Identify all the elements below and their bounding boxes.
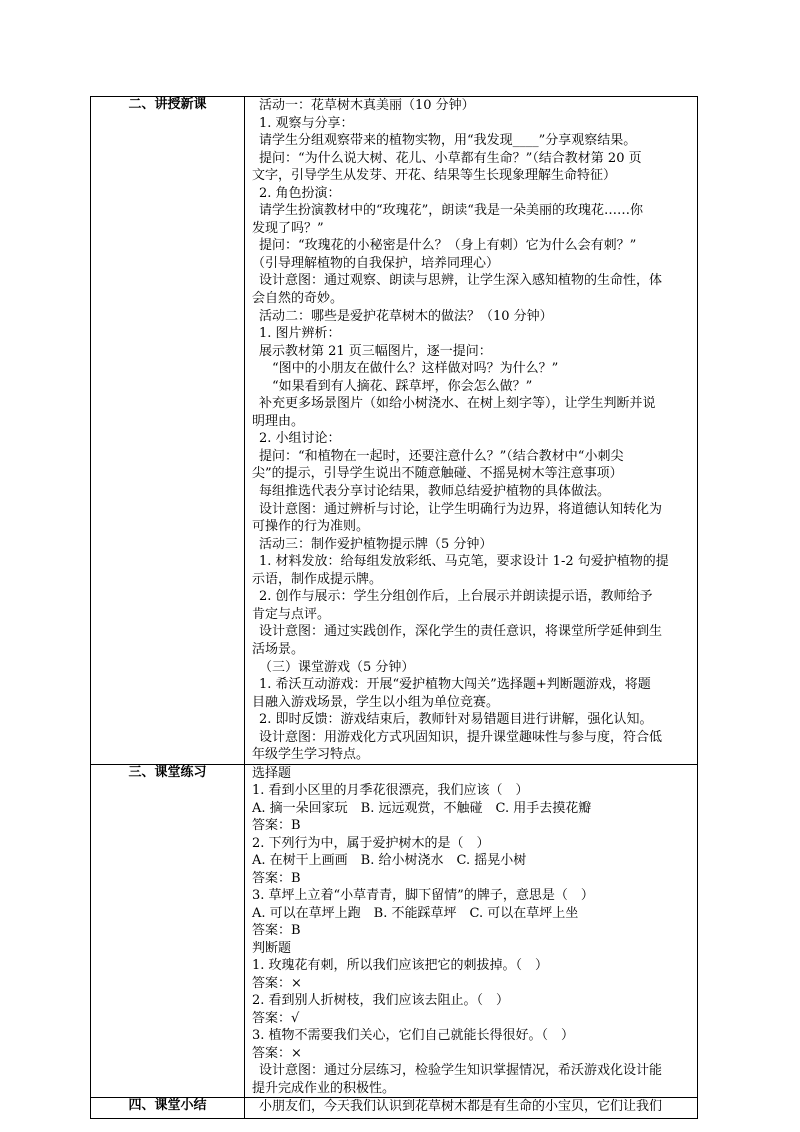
content-line: 提问：“为什么说大树、花儿、小草都有生命？”（结合教材第 20 页 [259, 150, 642, 166]
content-line: 1. 希沃互动游戏：开展“爱护植物大闯关”选择题+判断题游戏，将题 [259, 677, 651, 693]
content-line: 请学生扮演教材中的“玫瑰花”，朗读“我是一朵美丽的玫瑰花……你 [259, 203, 643, 219]
content-line: 展示教材第 21 页三幅图片，逐一提问： [259, 343, 492, 359]
content-line: 肯定与点评。 [252, 606, 331, 622]
content-line: A. 在树干上画画 B. 给小树浇水 C. 摇晃小树 [252, 853, 527, 869]
section-row-teaching [91, 97, 698, 765]
content-line: 1. 图片辨析： [259, 326, 341, 342]
content-line: 设计意图：用游戏化方式巩固知识，提升课堂趣味性与参与度，符合低 [259, 729, 663, 745]
section-content-practice [245, 764, 698, 1098]
content-line: 1. 看到小区里的月季花很漂亮，我们应该（ ） [252, 783, 529, 799]
content-line: 补充更多场景图片（如给小树浇水、在树上刻字等），让学生判断并说 [259, 396, 656, 412]
content-line: 小朋友们，今天我们认识到花草树木都是有生命的小宝贝，它们让我们 [259, 1099, 663, 1115]
content-line: 答案：B [252, 870, 301, 886]
content-line: 答案：× [252, 1045, 302, 1061]
content-line: 设计意图：通过实践创作，深化学生的责任意识，将课堂所学延伸到生 [259, 624, 663, 640]
content-line: 发现了吗？” [252, 220, 324, 236]
content-line: 每组推选代表分享讨论结果，教师总结爱护植物的具体做法。 [259, 484, 611, 500]
content-line: （引导理解植物的自我保护，培养同理心） [252, 255, 500, 271]
content-line: 目融入游戏场景，学生以小组为单位竞赛。 [252, 694, 500, 710]
content-line: 3. 植物不需要我们关心，它们自己就能长得很好。（ ） [252, 1028, 575, 1044]
content-line: 2. 创作与展示：学生分组创作后，上台展示并朗读提示语，教师给予 [259, 589, 653, 605]
lesson-plan-table [90, 96, 698, 1119]
content-line: 活动三：制作爱护植物提示牌（5 分钟） [259, 536, 493, 552]
content-line: 提问：“和植物在一起时，还要注意什么？”（结合教材中“小刺尖 [259, 448, 624, 464]
section-row-summary [91, 1098, 698, 1119]
content-line: 1. 材料发放：给每组发放彩纸、马克笔，要求设计 1-2 句爱护植物的提 [259, 554, 669, 570]
content-line: 3. 草坪上立着“小草青青，脚下留情”的牌子，意思是（ ） [252, 888, 594, 904]
content-line: 1. 玫瑰花有刺，所以我们应该把它的刺拔掉。（ ） [252, 958, 549, 974]
content-line: 会自然的奇妙。 [252, 291, 344, 307]
content-line: 活动二：哪些是爱护花草树木的做法？（10 分钟） [259, 308, 553, 324]
content-line: 2. 即时反馈：游戏结束后，教师针对易错题目进行讲解，强化认知。 [259, 712, 653, 728]
content-line: “如果看到有人摘花、踩草坪，你会怎么做？” [272, 378, 533, 394]
content-line: 明理由。 [252, 413, 305, 429]
content-line: 示语，制作成提示牌。 [252, 571, 383, 587]
content-line: 尖”的提示，引导学生说出不随意触碰、不摇晃树木等注意事项） [252, 466, 623, 482]
content-line: （三）课堂游戏（5 分钟） [259, 659, 415, 675]
content-line: 活动一：花草树木真美丽（10 分钟） [259, 98, 475, 113]
content-line: 活场景。 [252, 641, 305, 657]
content-line: 答案：B [252, 923, 301, 939]
content-line: 答案：B [252, 818, 301, 834]
content-line: 可操作的行为准则。 [252, 519, 370, 535]
content-line: 2. 下列行为中，属于爱护树木的是（ ） [252, 835, 490, 851]
content-line: 提问：“玫瑰花的小秘密是什么？（身上有刺）它为什么会有刺？” [259, 238, 637, 254]
content-line: 答案：√ [252, 1010, 300, 1026]
content-line: 提升完成作业的积极性。 [252, 1080, 396, 1096]
content-line: 文字，引导学生从发芽、开花、结果等生长现象理解生命特征） [252, 168, 617, 184]
content-line: 选择题 [252, 765, 292, 781]
content-line: 请学生分组观察带来的植物实物，用“我发现____”分享观察结果。 [259, 133, 637, 149]
section-label-practice: 三、课堂练习 [91, 764, 245, 1098]
content-line: 判断题 [252, 940, 292, 956]
content-line: A. 摘一朵回家玩 B. 远远观赏，不触碰 C. 用手去摸花瓣 [252, 800, 592, 816]
section-label-summary: 四、课堂小结 [91, 1098, 245, 1119]
content-line: 1. 观察与分享： [259, 115, 354, 131]
content-line: 设计意图：通过辨析与讨论，让学生明确行为边界，将道德认知转化为 [259, 501, 663, 517]
content-line: 年级学生学习特点。 [252, 747, 370, 763]
content-line: 答案：× [252, 975, 302, 991]
content-line: A. 可以在草坪上跑 B. 不能踩草坪 C. 可以在草坪上坐 [252, 905, 579, 921]
content-line: 设计意图：通过观察、朗读与思辨，让学生深入感知植物的生命性，体 [259, 273, 663, 289]
content-line: 2. 角色扮演： [259, 185, 341, 201]
content-line: “图中的小朋友在做什么？这样做对吗？为什么？” [272, 361, 559, 377]
section-content-summary [245, 1098, 698, 1119]
content-line: 2. 小组讨论： [259, 431, 341, 447]
content-line: 设计意图：通过分层练习，检验学生知识掌握情况，希沃游戏化设计能 [259, 1063, 663, 1079]
section-row-practice [91, 764, 698, 1098]
content-line: 2. 看到别人折树枝，我们应该去阻止。（ ） [252, 993, 510, 1009]
section-label-teaching: 二、讲授新课 [91, 97, 245, 765]
section-content-teaching [245, 97, 698, 765]
